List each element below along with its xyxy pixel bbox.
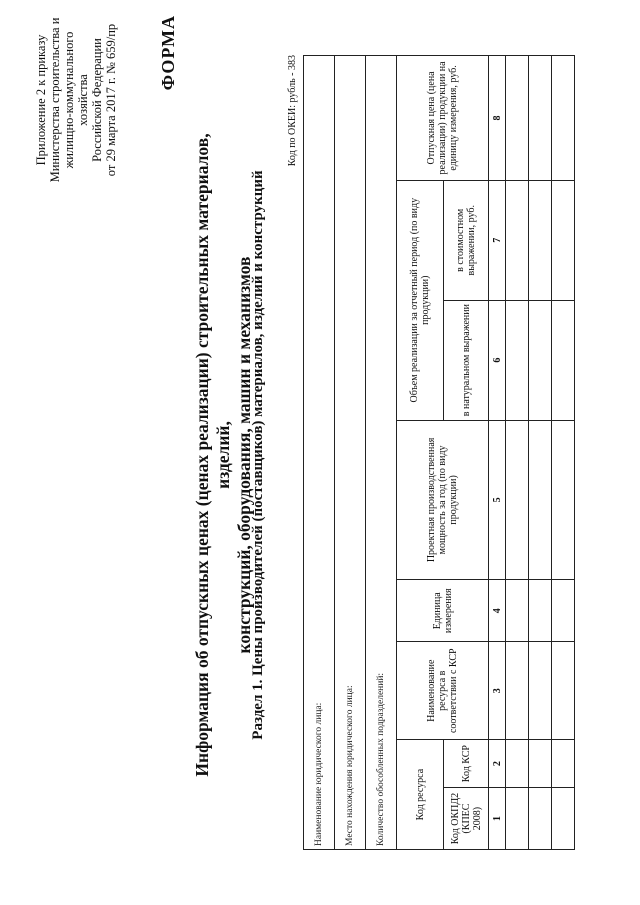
appendix-line: жилищно-коммунального [62,31,76,169]
table-cell [552,788,575,850]
legal-entity-name-row: Наименование юридического лица: [304,56,335,850]
table-cell [506,788,529,850]
document-title [192,105,255,805]
form-label: ФОРМА [158,15,178,91]
subheader-natural: в натуральном выражении [444,300,489,420]
appendix-line: от 29 марта 2017 г. № 659/пр [104,23,118,177]
table-cell [529,788,552,850]
prices-table [303,55,575,850]
appendix-line: Приложение 2 к приказу [34,34,48,166]
table-cell [506,642,529,740]
column-number: 1 [489,788,506,850]
table-cell [529,740,552,788]
section-heading: Раздел 1. Цены производителей (поставщиков) материалов, изделий и конструкций [250,170,266,740]
table-cell [529,420,552,580]
table-cell [529,56,552,181]
table-cell [552,180,575,300]
table-cell [552,740,575,788]
subdivisions-count-row: Количество обособленных подразделений: [366,56,397,850]
table-row [506,56,529,850]
header-volume: Объем реализации за отчетный период (по виду продукции) [397,180,444,420]
column-number: 3 [489,642,506,740]
table-cell [552,420,575,580]
header-resource-code: Код ресурса [397,740,444,850]
table-cell [552,642,575,740]
subheader-okpd2: Код ОКПД2 (КПЕС 2008) [444,788,489,850]
header-capacity: Проектная производственная мощность за год (по виду продукции) [397,420,489,580]
table-cell [506,56,529,181]
subheader-ksr: Код КСР [444,740,489,788]
table-cell [552,300,575,420]
appendix-line: Российской Федерации [90,38,104,162]
column-number: 8 [489,56,506,181]
table-row [552,56,575,850]
title-line: конструкций, оборудования, машин и механизмов [234,256,254,654]
table-cell [506,300,529,420]
column-number: 6 [489,300,506,420]
table-cell [506,740,529,788]
table-cell [529,580,552,642]
table-cell [529,300,552,420]
subheader-value: в стоимостном выражении, руб. [444,180,489,300]
table-cell [506,420,529,580]
title-line: Информация об отпускных ценах (ценах реализации) строительных материалов, изделий, [192,133,233,777]
legal-entity-location-row: Место нахождения юридического лица: [335,56,366,850]
column-number: 7 [489,180,506,300]
table-cell [529,180,552,300]
table-cell [552,56,575,181]
table-cell [529,642,552,740]
header-resource-name: Наименование ресурса в соответствии с КСР [397,642,489,740]
column-number: 4 [489,580,506,642]
okei-code: Код по ОКЕИ: рубль - 383 [287,55,298,167]
table-cell [506,180,529,300]
header-price: Отпускная цена (цена реализации) продукции на единицу измерения, руб. [397,56,489,181]
appendix-line: хозяйства [76,74,90,126]
column-number: 2 [489,740,506,788]
appendix-line: Министерства строительства и [48,17,62,183]
appendix-note [34,5,118,195]
table-row [529,56,552,850]
column-number: 5 [489,420,506,580]
header-unit: Единица измерения [397,580,489,642]
table-cell [506,580,529,642]
table-cell [552,580,575,642]
